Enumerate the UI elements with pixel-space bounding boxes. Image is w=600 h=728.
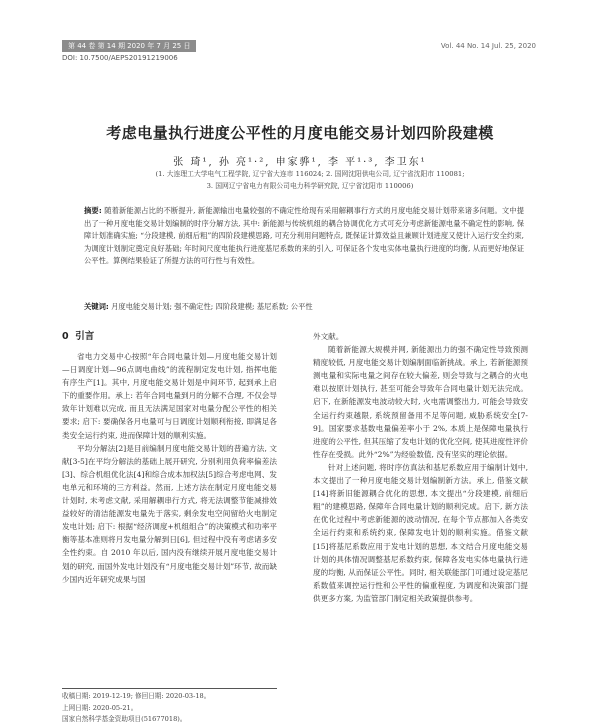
section-title: 引言 (75, 331, 95, 342)
abstract-text: 随着新能源占比的不断提升, 新能源输出电量较强的不确定性给现有采用解耦事行方式的月度电能交易计划带来诸多问题。文中提出了一种月度电能交易计划编制的时序分解方法, 其中: 新能源与传统机组的耦合协调优化方式可充分考虑新能源电量不确定性的影响, 保障计划准确实施; “分段建模, 前细后粗”的四阶段建模思路, 可充分利用问题特点, 既保证计算效益且兼顾计划进度又使计入运行安全约束, 为调度计划制定奠定良好基础; 年时间尺度电能执行进度基尼系数的来的引入, 可保证各个发电实体电量执行进度的均衡, 从而更好地保证公平性。算例结果验证了所提方法的可行性与有效性。 (84, 206, 524, 266)
journal-header (62, 40, 536, 52)
keywords-text: 月度电能交易计划; 强不确定性; 四阶段建模; 基尼系数; 公平性 (111, 302, 313, 311)
right-column (313, 330, 528, 605)
left-column (62, 330, 277, 586)
paragraph: 省电力交易中心按照“年合同电量计划—月度电能交易计划—日调度计划—96点调电曲线”的流程制定发电计划, 指挥电能有序生产[1]。其中, 月度电能交易计划是中间环节, 起到承上启下的重要作用。承上: 若年合同电量到月的分解不合理, 不仅会导致年计划难以完成, 而且无法满足国家对电量分配公平性的相关要求; 启下: 要确保各月电量可与日调度计划顺利衔接, 即满足各类安全运行约束, 进而保障计划的顺利实施。 (62, 352, 277, 440)
abstract-label: 摘要: (84, 206, 102, 215)
doi: DOI: 10.7500/AEPS20191219006 (62, 54, 178, 62)
volume-issue-right: Vol. 44 No. 14 Jul. 25, 2020 (440, 42, 536, 50)
received-date: 收稿日期: 2019-12-19; 修回日期: 2020-03-18。 (62, 692, 211, 700)
footnotes (62, 688, 277, 726)
affiliation-line-2: 3. 国网辽宁省电力有限公司电力科学研究院, 辽宁省沈阳市 110006) (206, 182, 414, 190)
section-number: 0 (62, 331, 69, 342)
keywords (84, 301, 524, 313)
online-date: 上网日期: 2020-05-21。 (62, 703, 138, 712)
paragraph: 针对上述问题, 将时序仿真法和基尼系数应用于编制计划中, 本文提出了一种月度电能交易计划编制新方法。承上, 借鉴文献[14]将新旧能源耦合优化的思想, 本文提出“分段建模, 前细后粗”的建模思路, 保障年合同电量计划的顺利完成。启下, 新方法在优化过程中考虑新能源的波动情况, 在每个节点都加入各类安全运行约束和系统约束, 保障发电计划的顺利实施。借鉴文献[15]将基尼系数应用于发电计划的思想, 本文结合月度电能交易计划的具体情况调整基尼系数约束, 保障各发电实体电量执行进度的均衡, 从而保证公平性。同时, 相关联能部门可通过设定基尼系数值来调控运行性和公平性的偏重程度, 为调度和决策部门提供更多方案, 为监管部门制定相关政策提供参考。 (313, 462, 528, 603)
funding-note: 国家自然科学基金资助项目(51677018)。 (62, 715, 187, 723)
paragraph-continuation: 外文献。 (313, 332, 344, 341)
abstract (84, 205, 524, 268)
paper-title: 考虑电量执行进度公平性的月度电能交易计划四阶段建模 (106, 124, 494, 142)
section-heading (62, 330, 277, 344)
volume-issue-left: 第 44 卷 第 14 期 2020 年 7 月 25 日 (62, 40, 196, 52)
paragraph: 平均分解法[2]是目前编制月度电能交易计划的普遍方法, 文献[3-5]在平均分解法的基础上展开研究, 分别利用负荷率偏差法[3]、综合机组优化法[4]和综合成本加权法[5]综合考虑电网、发电单元和环境的三方利益。然而, 上述方法在制定月度电能交易计划时, 未考虑文献, 采用解耦串行方式, 将无法调整节能减排效益较好的清洁能源发电量先于落实, 剩余发电空间留给火电制定发电计划; 启下: 根据“经济调度+机组组合”的决策模式和功率平衡等基本准则将月发电量分解到日[6], 但过程中没有考虑诸多安全性约束。自 2010 年以后, 国内没有继续开展月度电能交易计划的研究, 而国外发电计划没有“月度电能交易计划”环节, 故而缺少国内近年研究成果与国 (62, 443, 277, 584)
paragraph: 随着新能源大规模并网, 新能源出力的强不确定性导致预测精度较低, 月度电能交易计划编制面临新挑战。承上, 若新能源预测电量和实际电量之间存在较大偏差, 则会导致与之耦合的火电难以按原计划执行, 甚至可能会导致年合同电量计划无法完成。启下, 在新能源发电波动较大时, 火电需调整出力, 可能会导致安全运行约束越限, 系统预留备用不足等问题, 威胁系统安全[7-9]。国家要求基数电量偏差率小于 2%, 本质上是保障电量执行进度的公平性, 但其压缩了发电计划的优化空间, 使其进度性评价性存在受损。此外“2%”为经验数值, 没有坚实的理论依据。 (313, 345, 528, 459)
keywords-label: 关键词: (84, 302, 109, 311)
author-list: 张 琦¹, 孙 亮¹·², 申家骅¹, 李 平¹·³, 李卫东¹ (173, 157, 427, 168)
affiliation-line-1: (1. 大连理工大学电气工程学院, 辽宁省大连市 116024; 2. 国网沈阳供电公司, 辽宁省沈阳市 110081; (155, 170, 465, 178)
